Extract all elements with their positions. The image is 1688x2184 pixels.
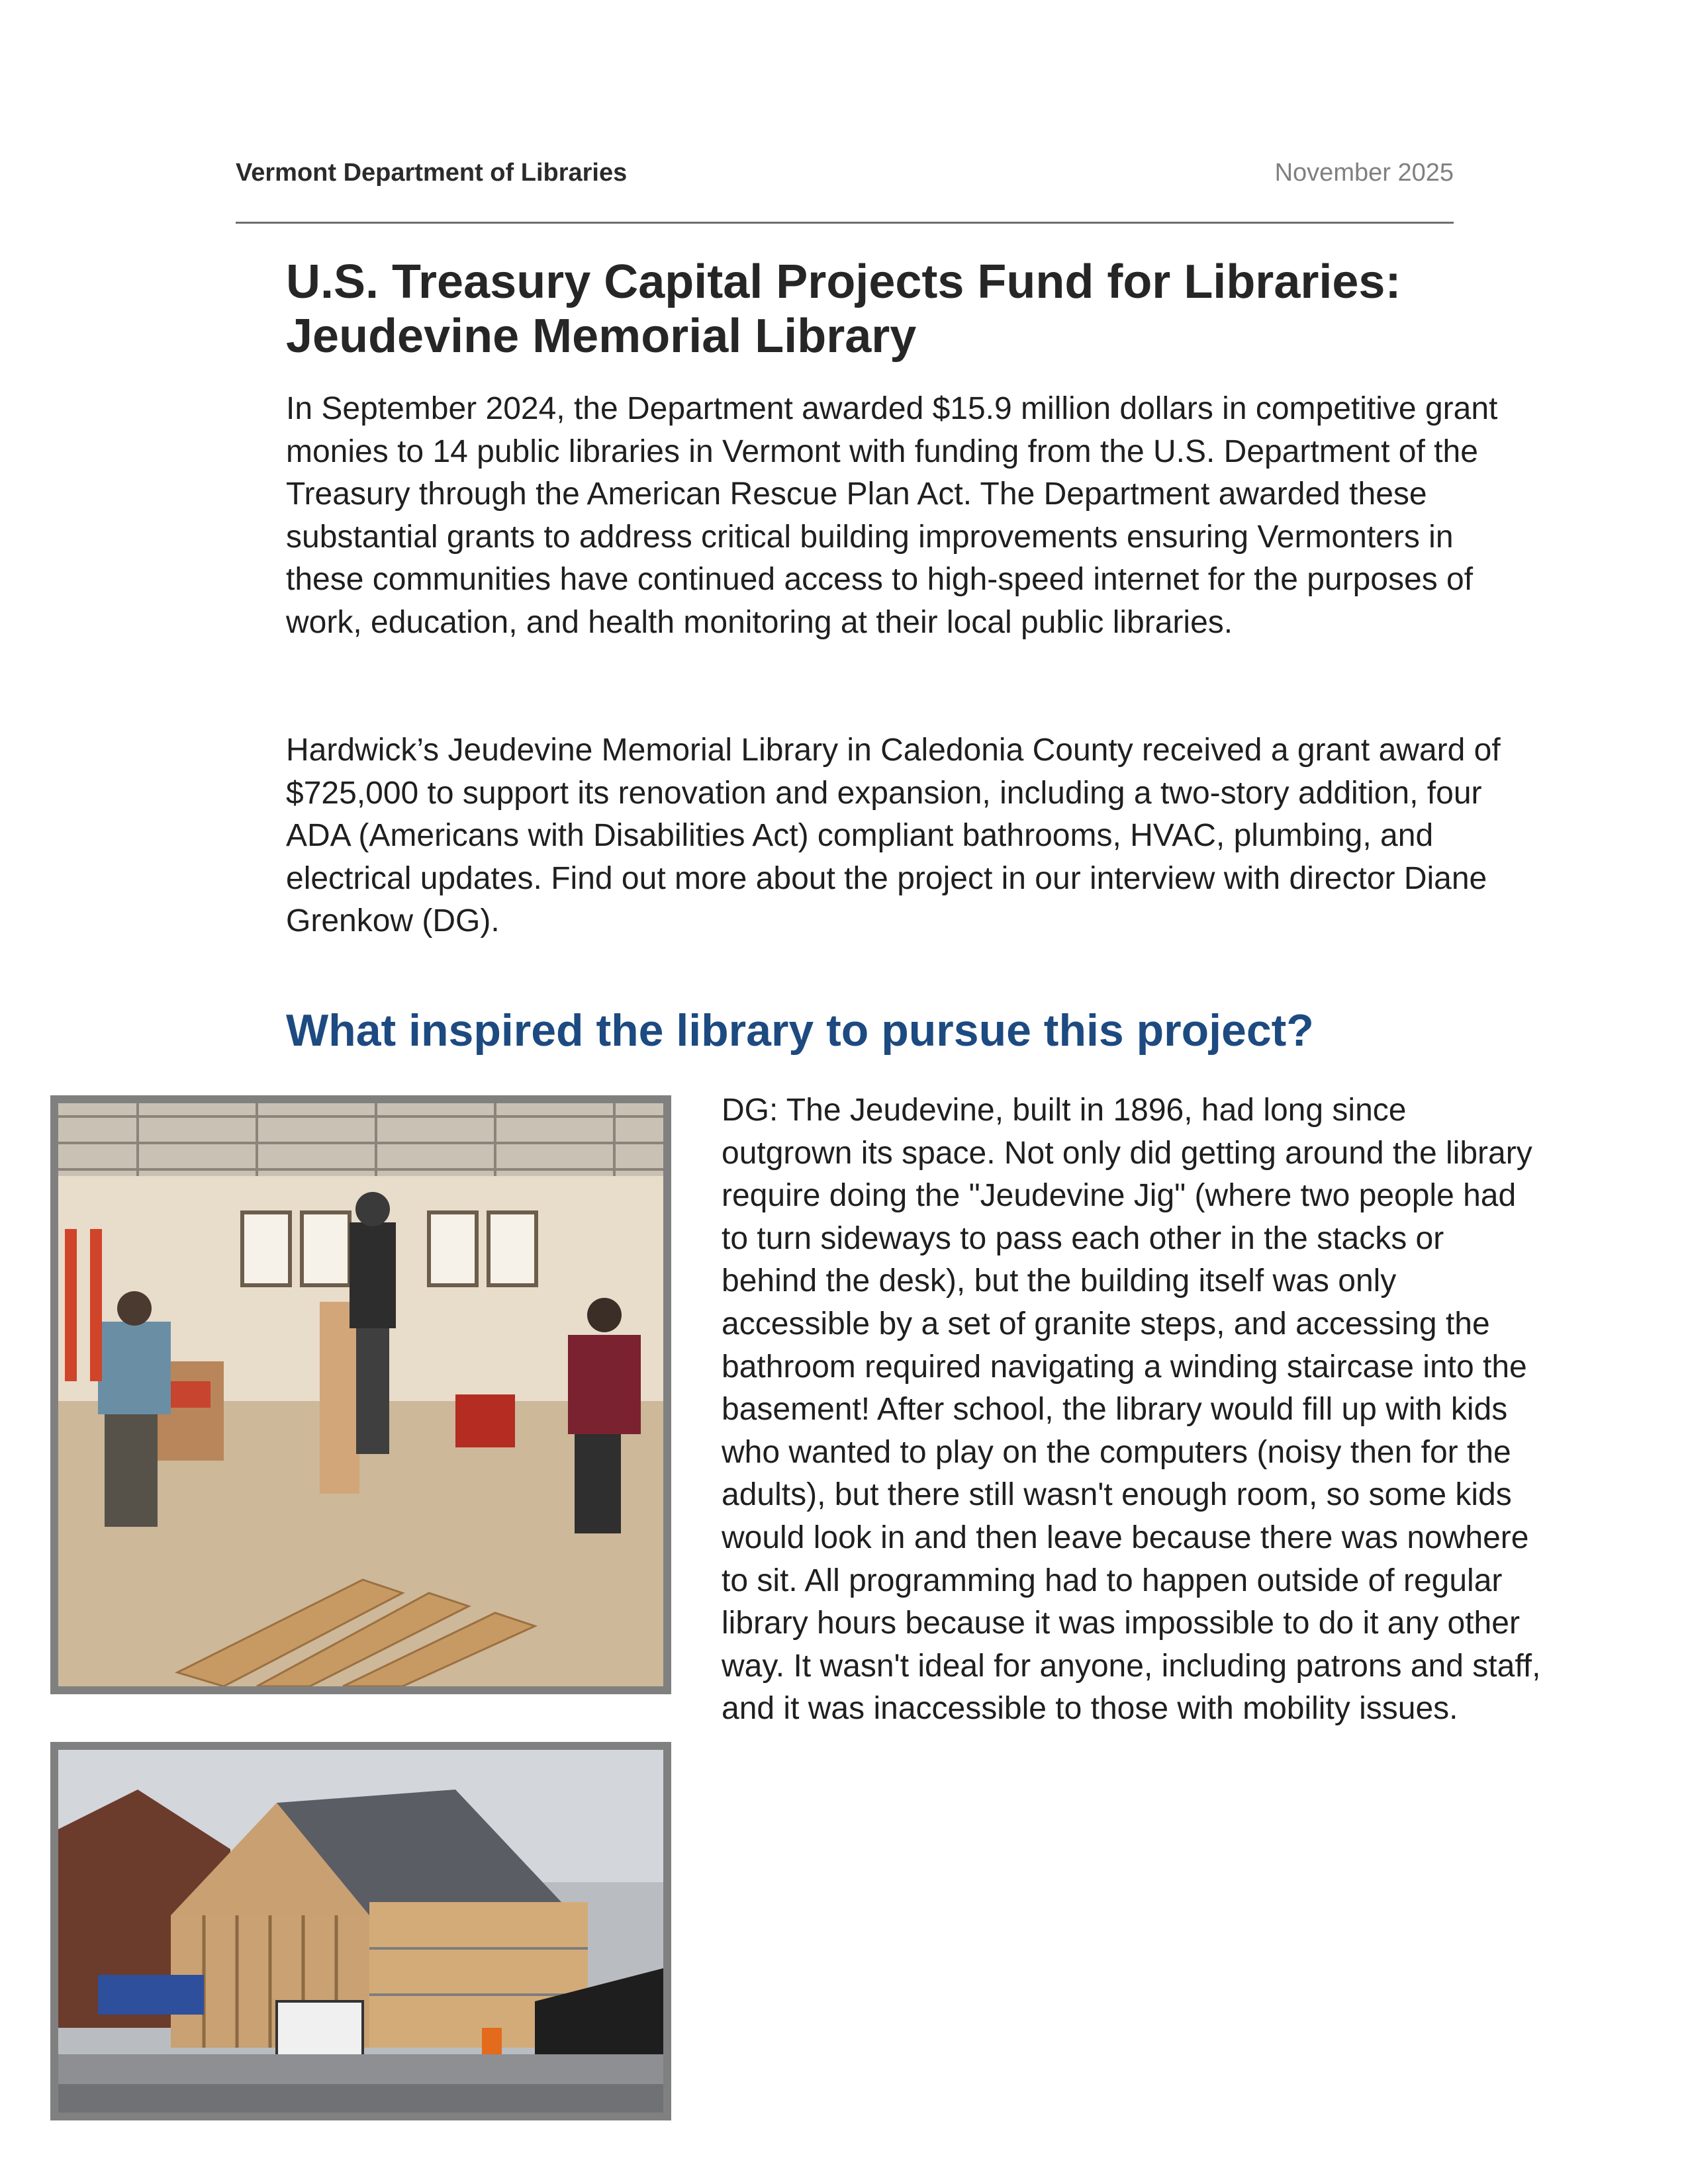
exterior-construction-photo <box>50 1742 671 2120</box>
page-title <box>286 255 1544 363</box>
header-organization: Vermont Department of Libraries <box>236 159 628 187</box>
interview-question: What inspired the library to pursue this project? <box>286 1005 1314 1056</box>
header-divider <box>236 222 1454 224</box>
title-line-1: U.S. Treasury Capital Projects Fund for Libraries: <box>286 255 1401 308</box>
interview-answer: DG: The Jeudevine, built in 1896, had long since outgrown its space. Not only did getting around the library require doing the "Jeudevine Jig" (where two people had to turn sideways to pass each other in the stacks or behind the desk), but the building itself was only accessible by a set of granite steps, and accessing the bathroom required navigating a winding staircase into the basement! After school, the library would fill up with kids who wanted to play on the computers (noisy then for the adults), but there still wasn't enough room, so some kids would look in and then leave because there was nowhere to sit. All programming had to happen outside of regular library hours because it was impossible to do it any other way. It wasn't ideal for anyone, including patrons and staff, and it was inaccessible to those with mobility issues. <box>722 1093 1541 1727</box>
header-date: November 2025 <box>1274 159 1454 187</box>
interior-construction-illustration <box>58 1103 663 1686</box>
title-line-2: Jeudevine Memorial Library <box>286 310 917 363</box>
intro-paragraph: In September 2024, the Department awarded $15.9 million dollars in competitive grant monies to 14 public libraries in Vermont with funding from the U.S. Department of the Treasury through the American Rescue Plan Act. The Department awarded these substantial grants to address critical building improvements ensuring Vermonters in these communities have continued access to high-speed internet for the purposes of work, education, and health monitoring at their local public libraries. <box>286 391 1498 640</box>
project-paragraph: Hardwick’s Jeudevine Memorial Library in Caledonia County received a grant award of $725,000 to support its renovation and expansion, including a two-story addition, four ADA (Americans with Disabilities Act) compliant bathrooms, HVAC, plumbing, and electrical updates. Find out more about the project in our interview with director Diane Grenkow (DG). <box>286 733 1501 938</box>
interior-construction-photo <box>50 1095 671 1694</box>
exterior-construction-illustration <box>58 1750 663 2113</box>
